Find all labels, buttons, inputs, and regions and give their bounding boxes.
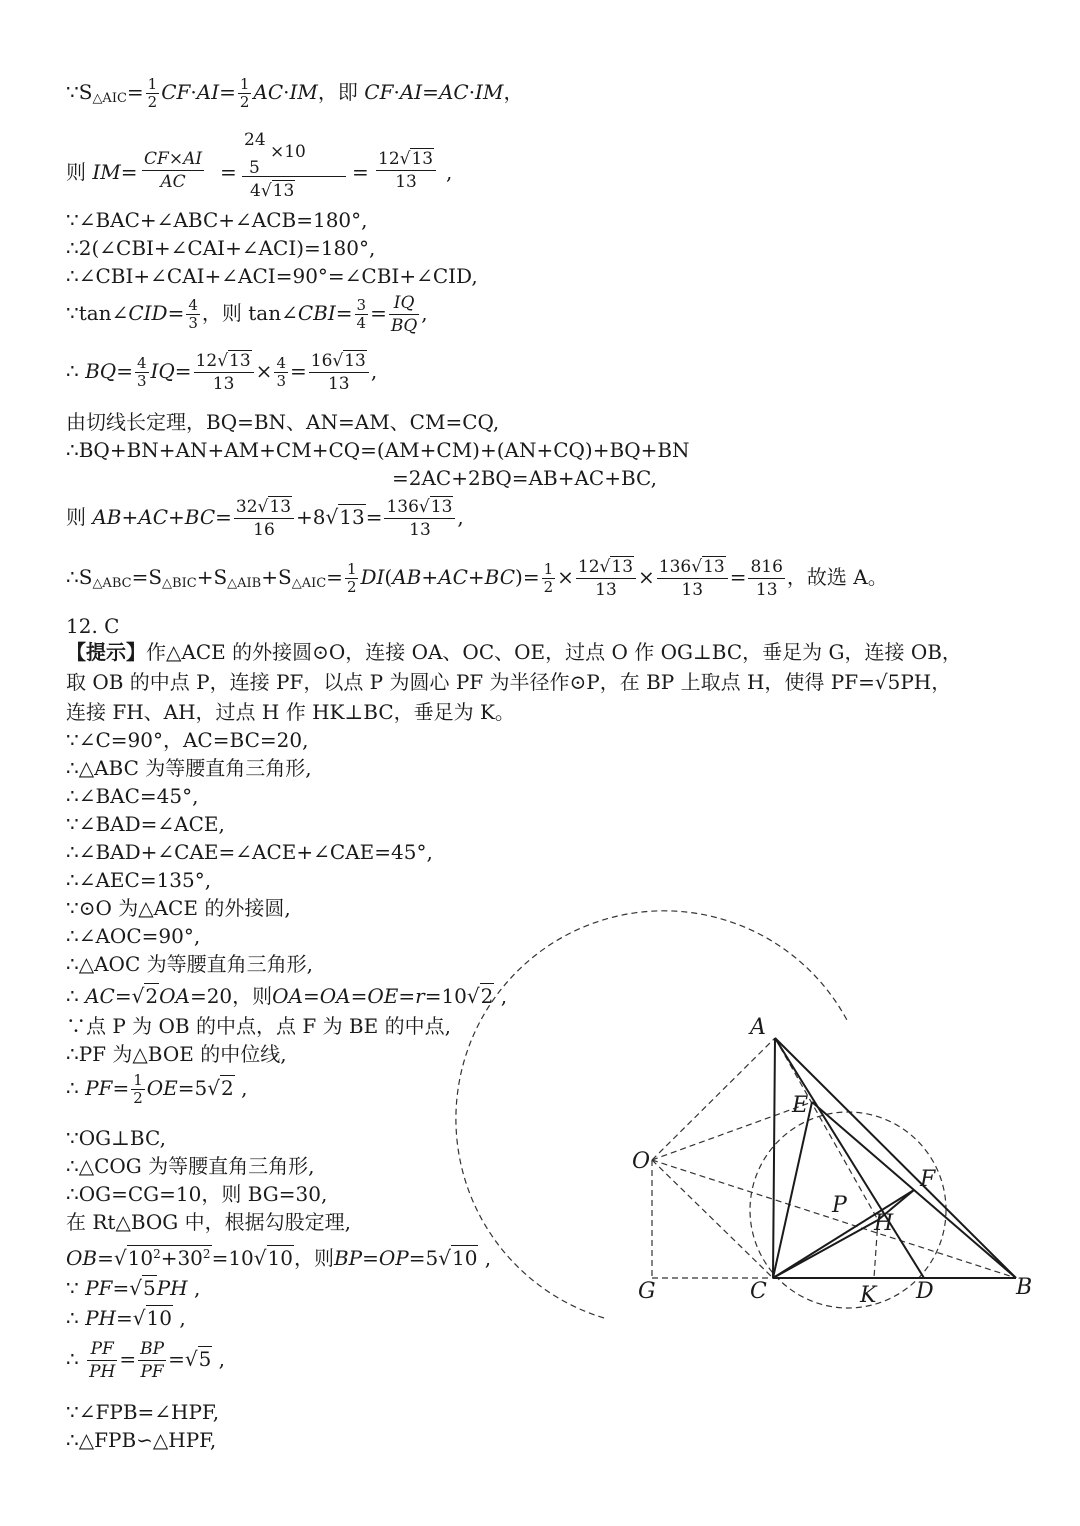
text-line: ∵∠BAC+∠ABC+∠ACB=180°, [66, 208, 368, 232]
text-line: 则 AB+AC+BC= $\frac{32√13}{16}$ +8√13= $\frac{136√13}{13}$ , [66, 497, 464, 540]
hint-tag: 【提示】 [66, 640, 146, 664]
text-line: ∴△COG 为等腰直角三角形, [66, 1154, 315, 1178]
text-line: ∴OG=CG=10，则 BG=30, [66, 1182, 328, 1206]
text-line: 连接 FH、AH，过点 H 作 HK⊥BC，垂足为 K。 [66, 700, 515, 724]
text-line: ∵tan∠CID= $\frac{4}{3}$ ，则 tan∠CBI= $\frac{3}{4}$ = $\frac{IQ}{BQ}$ , [66, 293, 428, 336]
segment-ad [775, 1038, 924, 1278]
point-label-g: G [638, 1279, 656, 1304]
hint-line: 【提示】作△ACE 的外接圆⊙O，连接 OA、OC、OE，过点 O 作 OG⊥BC，垂足为 G，连接 OB， [66, 640, 962, 664]
text-line: 取 OB 的中点 P，连接 PF，以点 P 为圆心 PF 为半径作⊙P，在 BP 上取点 H，使得 PF=√5PH， [66, 670, 952, 694]
segment-ob [652, 1160, 1016, 1278]
text-line: ∵点 P 为 OB 的中点，点 F 为 BE 的中点, [66, 1014, 451, 1038]
text-line: $OB=√10^2+30^2=10√10$，则BP=OP=5√10 , [66, 1246, 492, 1270]
point-label-k: K [860, 1283, 877, 1308]
text-line: ∴ PH=√10 , [66, 1306, 186, 1330]
point-label-o: O [632, 1149, 651, 1174]
point-label-e: E [792, 1093, 809, 1118]
point-label-c: C [750, 1279, 767, 1304]
segment-ac [773, 1038, 775, 1278]
text-line: ∴PF 为△BOE 的中位线, [66, 1042, 287, 1066]
text-line: ∵ PF=√5PH , [66, 1276, 201, 1300]
text-line: ∵∠FPB=∠HPF, [66, 1400, 220, 1424]
text-line: ∴△AOC 为等腰直角三角形, [66, 952, 313, 976]
segment-ch [773, 1220, 878, 1278]
point-label-f: F [920, 1167, 936, 1192]
segment-ah [775, 1038, 878, 1220]
segment-ab [775, 1038, 1016, 1278]
circle-o [456, 911, 848, 1318]
text-line: $\therefore S_{\triangle ABC}=S_{\triangle BIC}+S_{\triangle AIB}+S_{\triangle AIC}=$ $\frac{1}{2}$ DI(AB+AC+BC)= $\frac{1}{2}$ × $\frac{12√13}{13}$ × $\frac{136√13}{13}$ = $\frac{816}{13}$ ，故选 A。 [66, 557, 888, 600]
text-line: ∴BQ+BN+AN+AM+CM+CQ=(AM+CM)+(AN+CQ)+BQ+BN [66, 438, 690, 462]
text-line: ∵∠C=90°，AC=BC=20, [66, 728, 309, 752]
solution-page: $\because S_{\triangle AIC}=$ $\frac{1}{2}$ CF·AI= $\frac{1}{2}$ AC·IM，即 CF·AI=AC·IM， 则 IM= $\frac{CF\times AI}{AC}$ = 24 ×10 5 4√13 = $\frac{12√13}{13}$ , ∵∠BAC+∠ABC+∠ACB=180°, ∴2(∠CBI+∠CAI+∠ACI)=180°, ∴∠CBI+∠CAI+∠ACI=90°=∠CBI+∠CID, ∵tan∠CID= $\frac{4}{3}$ ，则 tan∠CBI= $\frac{3}{4}$ = $\frac{IQ}{BQ}$ , ∴ BQ= $\frac{4}{3}$ IQ= $\frac{12√13}{13}$ × $\frac{4}{3}$ = $\frac{16√13}{13}$ , 由切线长定理，BQ=BN、AN=AM、CM=CQ, ∴BQ+BN+AN+AM+CM+CQ=(AM+CM)+(AN+CQ)+BQ+BN =2AC+2BQ=AB+AC+BC, 则 AB+AC+BC= $\frac{32√13}{16}$ +8√13= $\frac{136√13}{13}$ , $\therefore S_{\triangle ABC}=S_{\triangle BIC}+S_{\triangle AIB}+S_{\triangle AIC}=$ $\frac{1}{2}$ DI(AB+AC+BC)= $\frac{1}{2}$ × $\frac{12√13}{13}$ × $\frac{136√13}{13}$ = $\frac{816}{13}$ ，故选 A。 12. C 【提示】作△ACE 的外接圆⊙O，连接 OA、OC、OE，过点 O 作 OG⊥BC，垂足为 G，连接 OB， 取 OB 的中点 P，连接 PF，以点 P 为圆心 PF 为半径作⊙P，在 BP 上取点 H，使得 PF=√5PH， 连接 FH、AH，过点 H 作 HK⊥BC，垂足为 K。 ∵∠C=90°，AC=BC=20, ∴△ABC 为等腰直角三角形, ∴∠BAC=45°, ∵∠BAD=∠ACE, ∴∠BAD+∠CAE=∠ACE+∠CAE=45°, ∴∠AEC=135°, ∵⊙O 为△ACE 的外接圆, ∴∠AOC=90°, ∴△AOC 为等腰直角三角形, ∴ AC=√2OA=20，则OA=OA=OE=r=10√2 , ∵点 P 为 OB 的中点，点 F 为 BE 的中点, ∴PF 为△BOE 的中位线, ∴ PF= $\frac{1}{2}$ OE=5√2 , ∵OG⊥BC, ∴△COG 为等腰直角三角形, ∴OG=CG=10，则 BG=30, 在 Rt△BOG 中，根据勾股定理, $OB=√10^2+30^2=10√10$，则BP=OP=5√10 , ∵ PF=√5PH , ∴ PH=√10 , ∴ $\frac{PF}{PH}$ = $\frac{BP}{PF}$ =√5 , ∵∠FPB=∠HPF, ∴△FPB∽△HPF, A E O F P H G C K D B [0, 0, 1080, 1526]
text-line: ∴ BQ= $\frac{4}{3}$ IQ= $\frac{12√13}{13}$ × $\frac{4}{3}$ = $\frac{16√13}{13}$ , [66, 351, 378, 394]
text-line: ∴ $\frac{PF}{PH}$ = $\frac{BP}{PF}$ =√5 , [66, 1339, 226, 1382]
text-line: ∴∠CBI+∠CAI+∠ACI=90°=∠CBI+∠CID, [66, 264, 478, 288]
point-label-a: A [750, 1015, 766, 1040]
text-line: =2AC+2BQ=AB+AC+BC, [392, 466, 657, 490]
text-line: ∴∠AEC=135°, [66, 868, 212, 892]
problem-number: 12. C [66, 614, 120, 638]
text-line: 在 Rt△BOG 中，根据勾股定理, [66, 1210, 351, 1234]
text-line: $\because S_{\triangle AIC}=$ $\frac{1}{2}$ CF·AI= $\frac{1}{2}$ AC·IM，即 CF·AI=AC·IM， [66, 75, 524, 111]
text-line: ∴∠BAC=45°, [66, 784, 199, 808]
text-line: ∴△ABC 为等腰直角三角形, [66, 756, 312, 780]
text-line: ∵OG⊥BC, [66, 1126, 166, 1150]
point-label-p: P [832, 1193, 847, 1218]
segment-ce [773, 1102, 812, 1278]
segment-oa [652, 1038, 775, 1160]
text-line: ∴ PF= $\frac{1}{2}$ OE=5√2 , [66, 1071, 248, 1107]
text-line: ∴∠AOC=90°, [66, 924, 201, 948]
point-label-b: B [1016, 1275, 1033, 1300]
segment-oe [652, 1102, 812, 1160]
text-line: ∵⊙O 为△ACE 的外接圆, [66, 896, 291, 920]
text-line: ∴2(∠CBI+∠CAI+∠ACI)=180°, [66, 236, 376, 260]
text-line: ∴△FPB∽△HPF, [66, 1428, 217, 1452]
text-line: 由切线长定理，BQ=BN、AN=AM、CM=CQ, [66, 410, 500, 434]
point-label-d: D [916, 1279, 934, 1304]
text-line: ∴∠BAD+∠CAE=∠ACE+∠CAE=45°, [66, 840, 433, 864]
text-line: ∴ AC=√2OA=20，则OA=OA=OE=r=10√2 , [66, 984, 508, 1008]
point-label-h: H [874, 1211, 894, 1236]
text-line: ∵∠BAD=∠ACE, [66, 812, 225, 836]
